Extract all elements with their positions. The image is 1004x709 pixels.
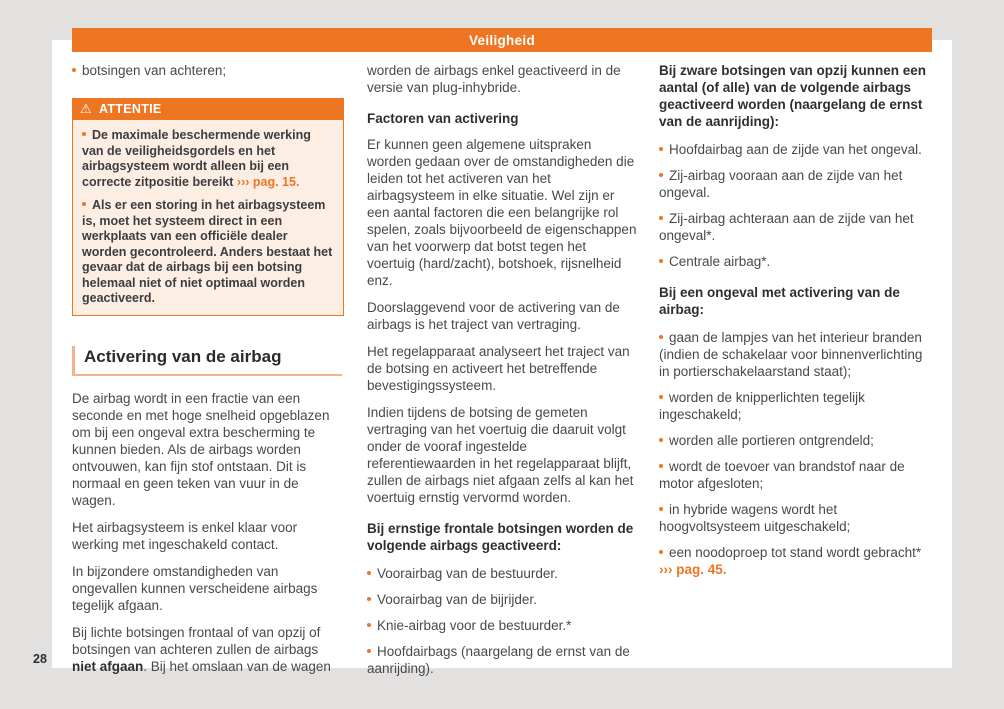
list-item-text: Centrale airbag*.	[669, 254, 771, 269]
bullet-dot-icon	[367, 623, 371, 627]
list-item-text: Voorairbag van de bestuurder.	[377, 566, 558, 581]
chapter-title: Veiligheid	[468, 32, 536, 48]
bullet-dot-icon	[367, 597, 371, 601]
list-intro-heading: Bij ernstige frontale botsingen worden de volgende airbags geactiveerd:	[367, 521, 634, 553]
page-number: 28	[33, 652, 47, 666]
list-intro-heading: Bij een ongeval met activering van de airbag:	[659, 285, 900, 317]
list-item	[659, 253, 931, 270]
bullet-dot-icon	[659, 259, 663, 263]
list-item-text: Hoofdairbags (naargelang de ernst van de aanrijding).	[367, 644, 630, 676]
list-item-text: botsingen van achteren;	[82, 63, 227, 78]
attention-box	[72, 98, 344, 316]
bullet-dot-icon	[659, 147, 663, 151]
paragraph	[72, 624, 342, 675]
paragraph: Het regelapparaat analyseert het traject van de botsing en activeert het betreffende bevestigingssysteem.	[367, 344, 630, 393]
list-item-text: Zij-airbag achteraan aan de zijde van het ongeval*.	[659, 211, 914, 243]
middle-column	[367, 62, 637, 686]
attention-box-body	[72, 120, 344, 316]
list-item	[367, 617, 637, 634]
bullet-dot-icon	[72, 68, 76, 72]
left-column	[72, 62, 342, 685]
bullet-dot-icon	[659, 216, 663, 220]
bullet-dot-icon	[659, 395, 663, 399]
bullet-dot-icon	[659, 173, 663, 177]
list-item	[367, 565, 637, 582]
bullet-dot-icon	[659, 464, 663, 468]
list-item-text: worden de knipperlichten tegelijk ingeschakeld;	[659, 390, 865, 422]
list-item-text: in hybride wagens wordt het hoogvoltsysteem uitgeschakeld;	[659, 502, 851, 534]
list-item	[659, 329, 931, 380]
bullet-dot-icon	[367, 571, 371, 575]
paragraph: Indien tijdens de botsing de gemeten vertraging van het voertuig die daaruit volgt onder de vooraf ingestelde referentiewaarden in het regelapparaat blijft, zullen de airbags niet afgaan zelfs al kan het voertuig ernstig vervormd worden.	[367, 405, 634, 505]
paragraph: Er kunnen geen algemene uitspraken worden gedaan over de omstandigheden die leiden tot het activeren van het airbagsysteem in elke situatie. Wel zijn er een aantal factoren die een belangrijke rol spelen, zoals bijvoorbeeld de eigenschappen van het voorwerp dat botst tegen het voertuig (hard/zacht), botshoek, rijsnelheid enz.	[367, 137, 637, 288]
list-item-text: gaan de lampjes van het interieur branden (indien de schakelaar voor binnenverlichting in portierschakelaarstand staat);	[659, 330, 923, 379]
list-item-text: worden alle portieren ontgrendeld;	[669, 433, 874, 448]
emphasized-text: niet afgaan	[72, 658, 144, 674]
paragraph: In bijzondere omstandigheden van ongevallen kunnen verscheidene airbags tegelijk afgaan.	[72, 563, 318, 613]
list-item	[659, 544, 931, 578]
bullet-dot-icon	[82, 132, 86, 136]
list-item-text: Zij-airbag vooraan aan de zijde van het ongeval.	[659, 168, 903, 200]
list-item-text: wordt de toevoer van brandstof naar de motor afgesloten;	[659, 459, 905, 491]
list-item-text: een noodoproep tot stand wordt gebracht*	[669, 545, 922, 560]
list-item	[659, 389, 931, 423]
list-item	[367, 643, 637, 677]
bullet-dot-icon	[659, 335, 663, 339]
paragraph-text: . Bij het omslaan van de wagen	[143, 658, 331, 674]
attention-item-text: Als er een storing in het airbagsysteem is, moet het systeem direct in een werkplaats van een officiële dealer worden gecontroleerd. Anders bestaat het gevaar dat de airbags bij een botsing helemaal niet of niet optimaal worden geactiveerd.	[82, 198, 333, 305]
right-column	[659, 62, 931, 587]
bullet-dot-icon	[367, 649, 371, 653]
paragraph: worden de airbags enkel geactiveerd in de versie van plug-inhybride.	[367, 63, 621, 95]
page-reference-link[interactable]: ››› pag. 15.	[236, 174, 300, 189]
paragraph-text: Bij lichte botsingen frontaal of van opzij of botsingen van achteren zullen de airbags	[72, 624, 321, 657]
attention-item-text: De maximale beschermende werking van de veiligheidsgordels en het airbagsysteem wordt alleen bij een correcte zitpositie bereikt	[82, 128, 311, 189]
list-item	[367, 591, 637, 608]
page-reference-link[interactable]: ››› pag. 45.	[659, 562, 727, 577]
chapter-banner	[72, 28, 932, 52]
list-item-text: Knie-airbag voor de bestuurder.*	[377, 618, 572, 633]
attention-box-header	[72, 98, 344, 120]
attention-item	[82, 128, 334, 190]
bullet-dot-icon	[82, 202, 86, 206]
list-item	[659, 458, 931, 492]
bullet-dot-icon	[659, 550, 663, 554]
attention-box-title: ATTENTIE	[98, 102, 162, 116]
warning-triangle-icon: ⚠	[80, 101, 92, 117]
list-item	[659, 432, 931, 449]
list-item-text: Voorairbag van de bijrijder.	[377, 592, 537, 607]
section-title: Activering van de airbag	[72, 346, 342, 376]
paragraph: Het airbagsysteem is enkel klaar voor werking met ingeschakeld contact.	[72, 519, 298, 552]
list-item	[72, 62, 342, 79]
subsection-heading: Factoren van activering	[367, 111, 519, 126]
bullet-dot-icon	[659, 438, 663, 442]
attention-item	[82, 198, 334, 307]
list-item-text: Hoofdairbag aan de zijde van het ongeval.	[669, 142, 922, 157]
list-item	[659, 210, 931, 244]
bullet-dot-icon	[659, 507, 663, 511]
list-item	[659, 501, 931, 535]
paragraph: Doorslaggevend voor de activering van de airbags is het traject van vertraging.	[367, 300, 620, 332]
list-intro-heading: Bij zware botsingen van opzij kunnen een aantal (of alle) van de volgende airbags geactiveerd worden (naargelang de ernst van de aanrijding):	[659, 63, 927, 129]
paragraph: De airbag wordt in een fractie van een seconde en met hoge snelheid opgeblazen om bij een ongeval extra bescherming te kunnen bieden. Als de airbags worden ontvouwen, kan fijn stof ontstaan. Dit is normaal en geen teken van vuur in de wagen.	[72, 390, 330, 508]
list-item	[659, 141, 931, 158]
list-item	[659, 167, 931, 201]
